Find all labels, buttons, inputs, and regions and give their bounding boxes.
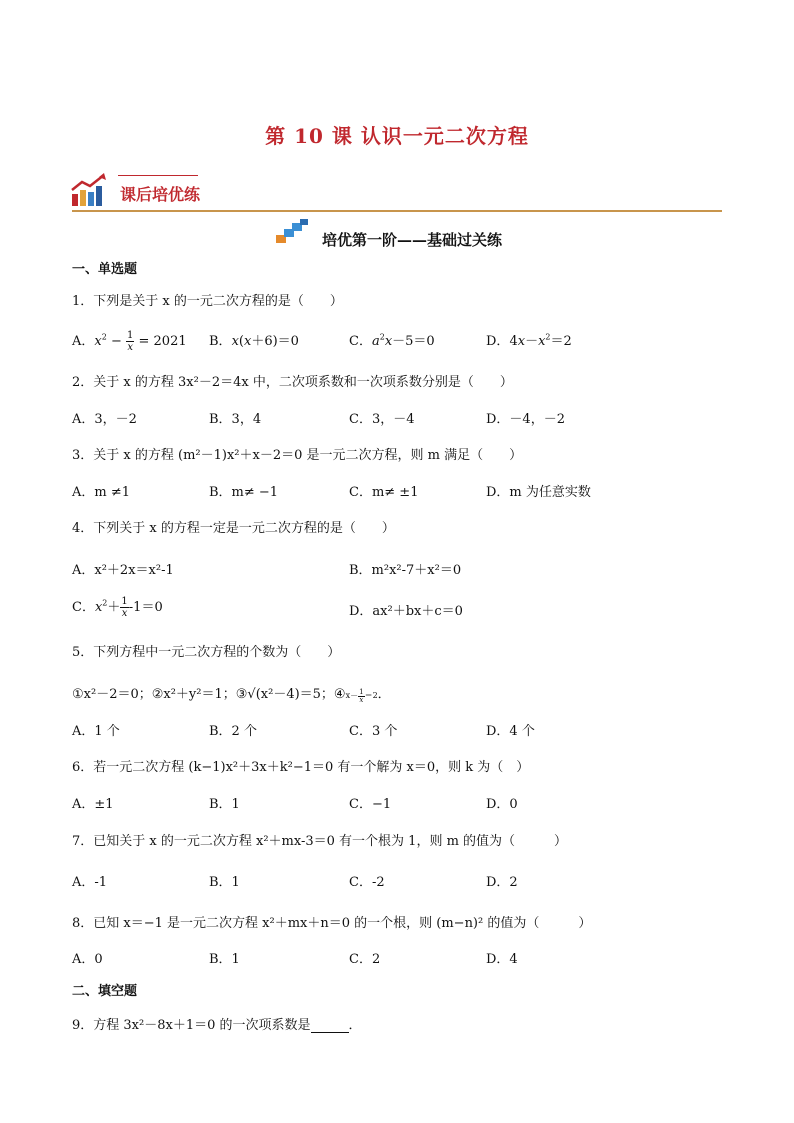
q3-option-c: C．m≠ ±1 [349, 485, 419, 500]
question-6-stem: 6．若一元二次方程 (k−1)x²＋3x＋k²−1＝0 有一个解为 x＝0，则 k 为（ ） [72, 760, 530, 775]
q3-option-b: B．m≠ −1 [209, 485, 279, 500]
q1-option-c: C．$a^2x-5=0$ [349, 332, 435, 349]
question-7-stem: 7．已知关于 x 的一元二次方程 x²＋mx-3＝0 有一个根为 1，则 m 的值为（ ） [72, 834, 568, 849]
q8-option-a: A．0 [72, 952, 103, 967]
q3-option-a: A．m ≠1 [72, 485, 131, 500]
q7-option-b: B．1 [209, 875, 240, 890]
q4-option-b: B．m²x²-7＋x²＝0 [349, 563, 462, 578]
question-4-stem: 4．下列关于 x 的方程一定是一元二次方程的是（ ） [72, 521, 395, 536]
q6-option-b: B．1 [209, 797, 240, 812]
q1-option-b: B．x(x＋6)＝0 [209, 334, 299, 349]
part1-heading: 一、单选题 [72, 262, 138, 277]
question-9-stem: 9．方程 3x²－8x＋1＝0 的一次项系数是 ． [72, 1018, 362, 1033]
q3-option-d: D．m 为任意实数 [486, 485, 591, 500]
q4-option-a: A．x²＋2x＝x²-1 [72, 563, 174, 578]
answer-blank[interactable] [311, 1020, 349, 1033]
section-divider [72, 210, 722, 212]
question-3-stem: 3．关于 x 的方程 (m²－1)x²＋x－2＝0 是一元二次方程，则 m 满足（ ） [72, 448, 523, 463]
question-5-stem: 5．下列方程中一元二次方程的个数为（ ） [72, 645, 341, 660]
question-1-stem: 1．下列是关于 x 的一元二次方程的是（ ） [72, 294, 343, 309]
q5-items: ①x²－2＝0；②x²＋y²＝1；③√(x²－4)＝5；④x－ $\frac{1}{x}$ ＝2． [72, 687, 391, 704]
q5-option-c: C．3 个 [349, 724, 398, 739]
q2-option-d: D．－4，－2 [486, 412, 565, 427]
q1-option-d: D．$4x-x^2=2$ [486, 332, 572, 349]
section-label: 课后培优练 [120, 185, 201, 204]
q7-option-a: A．-1 [72, 875, 108, 890]
question-8-stem: 8．已知 x＝−1 是一元二次方程 x²＋mx＋n＝0 的一个根，则 (m−n)² 的值为（ ） [72, 916, 592, 931]
page-title: 第 10 课 认识一元二次方程 [265, 124, 529, 148]
q4-option-c: C．$x^2+$ $\frac{1}{x}$ -1＝0 [72, 596, 163, 619]
q6-option-d: D．0 [486, 797, 518, 812]
q6-option-a: A．±1 [72, 797, 114, 812]
q5-option-b: B．2 个 [209, 724, 257, 739]
q5-option-a: A．1 个 [72, 724, 120, 739]
part2-heading: 二、填空题 [72, 984, 138, 999]
growth-chart-icon [70, 172, 110, 208]
section-top-rule [118, 175, 198, 176]
q6-option-c: C．−1 [349, 797, 392, 812]
stage-heading: 培优第一阶——基础过关练 [321, 231, 502, 249]
q8-option-d: D．4 [486, 952, 518, 967]
q2-option-a: A．3，－2 [72, 412, 137, 427]
q7-option-c: C．-2 [349, 875, 385, 890]
q8-option-c: C．2 [349, 952, 381, 967]
q1-option-a: A．$x^2$ − $\frac{1}{x}$ = 2021 [72, 330, 187, 353]
question-2-stem: 2．关于 x 的方程 3x²－2＝4x 中，二次项系数和一次项系数分别是（ ） [72, 375, 513, 390]
q4-option-d: D．ax²＋bx＋c＝0 [349, 604, 463, 619]
q2-option-b: B．3，4 [209, 412, 262, 427]
q5-option-d: D．4 个 [486, 724, 535, 739]
q8-option-b: B．1 [209, 952, 240, 967]
q2-option-c: C．3，－4 [349, 412, 415, 427]
q7-option-d: D．2 [486, 875, 518, 890]
